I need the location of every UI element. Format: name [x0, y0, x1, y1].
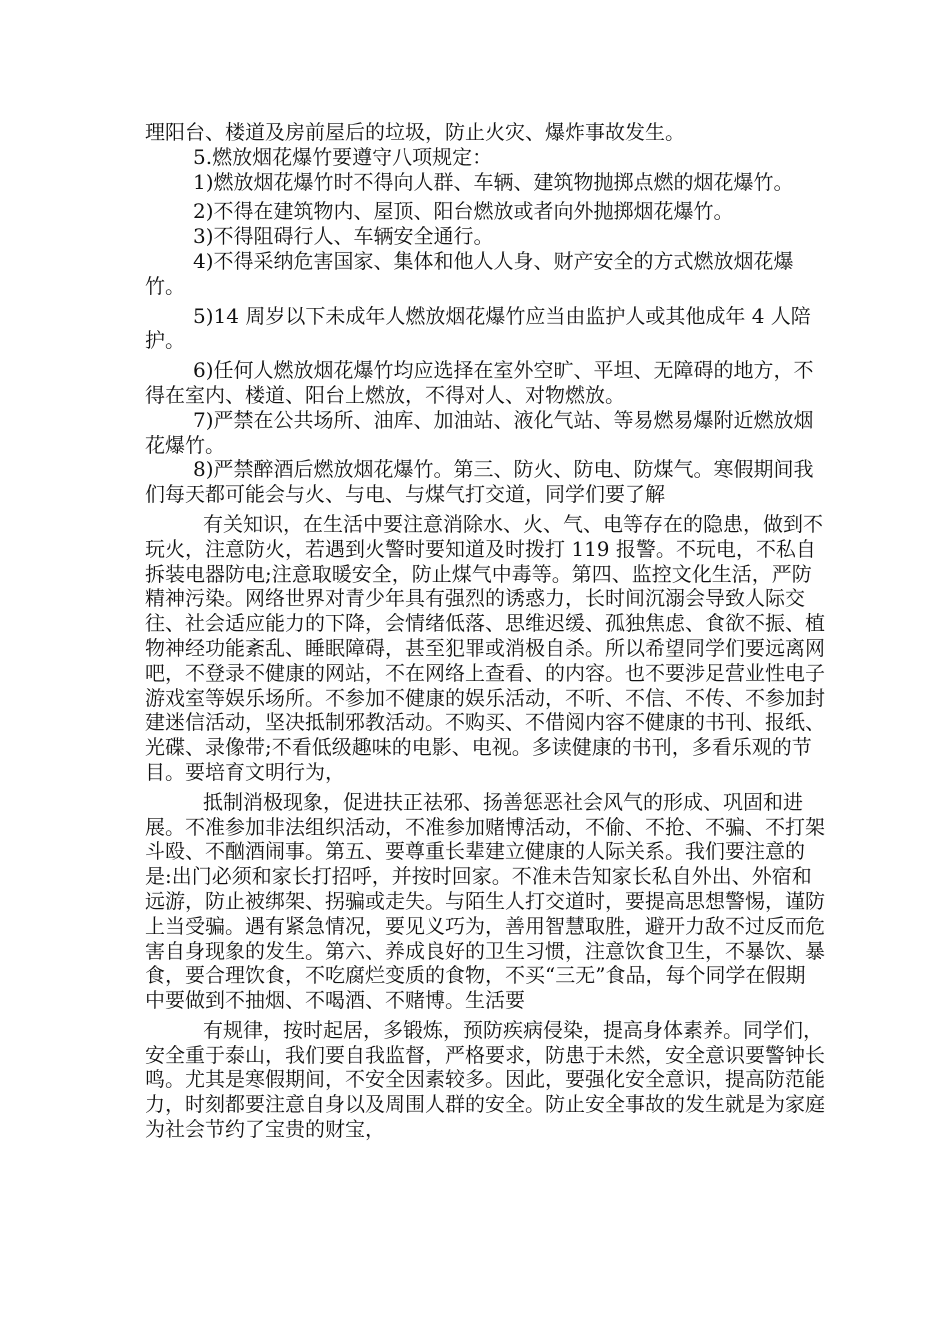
paragraph-11: 有关知识，在生活中要注意消除水、火、气、电等存在的隐患，做到不玩火，注意防火，若遇到火警时要知道及时拨打 119 报警。不玩电，不私自拆装电器防电;注意取暖安全，防止煤气中毒等。第四、监控文化生活，严防精神污染。网络世界对青少年具有强烈的诱惑力，长时间沉溺会导致人际交往、社会适应能力的下降，会情绪低落、思维迟缓、孤独焦虑、食欲不振、植物神经功能紊乱、睡眠障碍，甚至犯罪或消极自杀。所以希望同学们要远离网吧，不登录不健康的网站，不在网络上查看、的内容。也不要涉足营业性电子游戏室等娱乐场所。不参加不健康的娱乐活动，不听、不信、不传、不参加封建迷信活动，坚决抵制邪教活动。不购买、不借阅内容不健康的书刊、报纸、光碟、录像带;不看低级趣味的电影、电视。多读健康的书刊，多看乐观的节目。要培育文明行为，	[145, 511, 825, 784]
paragraph-2: 5.燃放烟花爆竹要遵守八项规定：	[193, 144, 493, 169]
document-body	[145, 120, 825, 1142]
paragraph-10: 8)严禁醉酒后燃放烟花爆竹。第三、防火、防电、防煤气。寒假期间我们每天都可能会与火、与电、与煤气打交道，同学们要了解	[145, 457, 814, 507]
paragraph-7: 5)14 周岁以下未成年人燃放烟花爆竹应当由监护人或其他成年 4 人陪护。	[145, 303, 811, 353]
paragraph-4: 2)不得在建筑物内、屋顶、阳台燃放或者向外抛掷烟花爆竹。	[193, 199, 734, 224]
paragraph-1: 理阳台、楼道及房前屋后的垃圾，防止火灾、爆炸事故发生。	[145, 120, 685, 144]
paragraph-8: 6)任何人燃放烟花爆竹均应选择在室外空旷、平坦、无障碍的地方，不得在室内、楼道、阳台上燃放，不得对人、对物燃放。	[145, 358, 814, 407]
paragraph-5: 3)不得阻碍行人、车辆安全通行。	[193, 224, 494, 249]
paragraph-9: 7)严禁在公共场所、油库、加油站、液化气站、等易燃易爆附近燃放烟花爆竹。	[145, 407, 814, 457]
paragraph-12: 抵制消极现象，促进扶正祛邪、扬善惩恶社会风气的形成、巩固和进展。不准参加非法组织活动，不准参加赌博活动，不偷、不抢、不骗、不打架斗殴、不酗酒闹事。第五、要尊重长辈建立健康的人际关系。我们要注意的是:出门必须和家长打招呼，并按时回家。不准未告知家长私自外出、外宿和远游，防止被绑架、拐骗或走失。与陌生人打交道时，要提高思想警惕，谨防上当受骗。遇有紧急情况，要见义巧为，善用智慧取胜，避开力敌不过反而危害自身现象的发生。第六、养成良好的卫生习惯，注意饮食卫生，不暴饮、暴食，要合理饮食，不吃腐烂变质的食物，不买“三无”食品，每个同学在假期中要做到不抽烟、不喝酒、不赌博。生活要	[145, 789, 825, 1013]
paragraph-13: 有规律，按时起居，多锻炼，预防疾病侵染，提高身体素养。同学们，安全重于泰山，我们要自我监督，严格要求，防患于未然，安全意识要警钟长鸣。尤其是寒假期间，不安全因素较多。因此，要强化安全意识，提高防范能力，时刻都要注意自身以及周围人群的安全。防止安全事故的发生就是为家庭为社会节约了宝贵的财宝，	[145, 1017, 825, 1142]
paragraph-3: 1)燃放烟花爆竹时不得向人群、车辆、建筑物抛掷点燃的烟花爆竹。	[193, 169, 794, 194]
paragraph-6: 4)不得采纳危害国家、集体和他人人身、财产安全的方式燃放烟花爆竹。	[145, 248, 794, 298]
